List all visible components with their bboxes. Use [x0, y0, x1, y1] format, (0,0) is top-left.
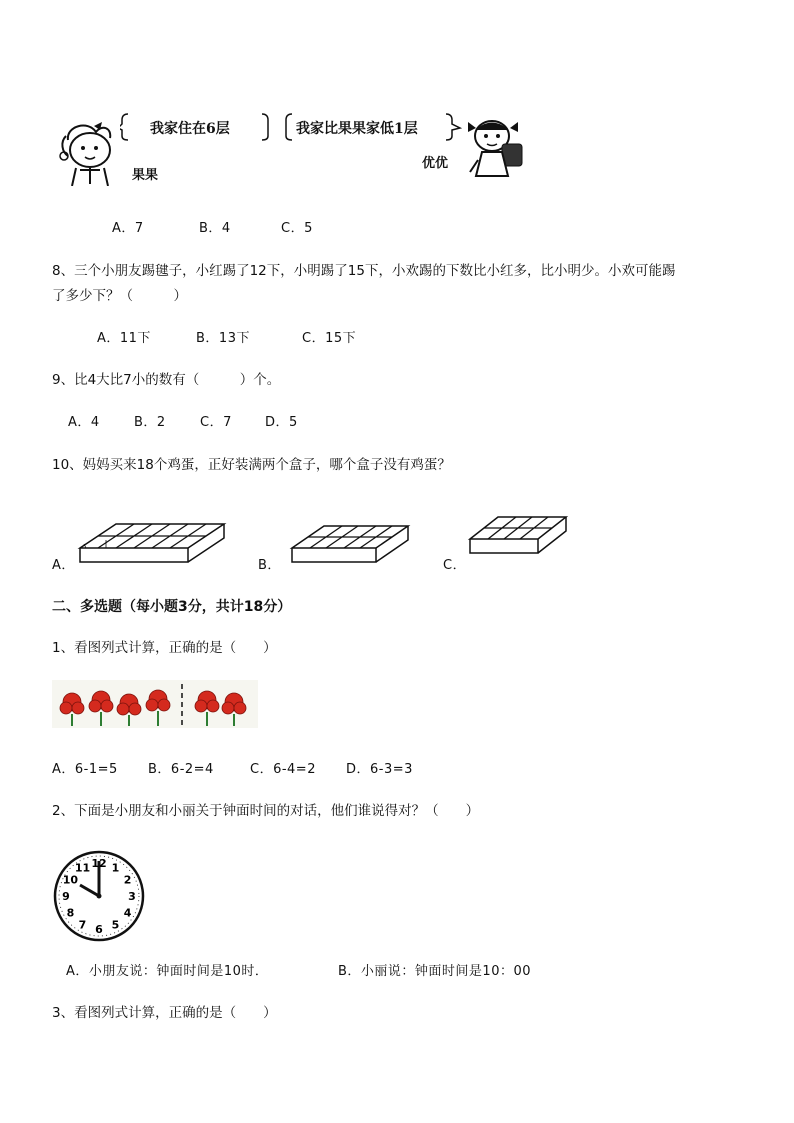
clock-numeral: 2	[123, 873, 132, 887]
q9-option-c[interactable]: C．7	[200, 415, 232, 430]
clock-numeral: 1	[111, 861, 120, 875]
clock-numeral: 9	[62, 890, 70, 903]
q8-text-line2: 了多少下？（ ）	[52, 288, 187, 304]
q8-option-a[interactable]: A．11下	[97, 331, 151, 346]
egg-box-c-icon[interactable]	[466, 513, 570, 559]
clock-numeral: 3	[128, 890, 136, 903]
egg-box-b-icon[interactable]	[288, 522, 412, 566]
clock-numeral: 7	[78, 918, 87, 932]
q7-illustration	[58, 108, 528, 188]
q10-text: 10、妈妈买来18个鸡蛋，正好装满两个盒子，哪个盒子没有鸡蛋？	[52, 457, 451, 473]
section-2-title: 二、多选题（每小题3分，共计18分）	[52, 599, 292, 615]
clock-numeral: 5	[111, 918, 120, 932]
m1-option-d[interactable]: D．6-3=3	[346, 762, 413, 777]
girl-guoguo-icon	[58, 118, 122, 186]
bubble-right-text: 我家比果果家低1层	[296, 121, 418, 137]
egg-box-a-icon[interactable]	[76, 518, 228, 566]
clock-numeral: 10	[62, 873, 79, 887]
clock-numeral: 12	[91, 857, 107, 870]
clock-numeral: 4	[123, 906, 132, 920]
q7-option-a[interactable]: A．7	[112, 221, 144, 236]
m1-option-a[interactable]: A．6-1=5	[52, 762, 118, 777]
clock-numeral: 11	[74, 861, 91, 875]
q9-option-b[interactable]: B．2	[134, 415, 166, 430]
girl-youyou-icon	[462, 114, 528, 178]
q10-option-a[interactable]: A．	[52, 558, 75, 573]
q8-text-line1: 8、三个小朋友踢毽子，小红踢了12下，小明踢了15下，小欢踢的下数比小红多，比小明少。小欢可能踢	[52, 263, 676, 279]
q10-option-c[interactable]: C．	[443, 558, 467, 573]
m2-option-a[interactable]: A．小朋友说：钟面时间是10时．	[66, 964, 269, 979]
bubble-left-text: 我家住在6层	[150, 121, 230, 137]
q7-option-c[interactable]: C．5	[281, 221, 313, 236]
m1-text: 1、看图列式计算，正确的是（ ）	[52, 640, 277, 656]
flowers-image	[52, 680, 258, 728]
q9-option-a[interactable]: A．4	[68, 415, 100, 430]
name-guoguo: 果果	[132, 168, 159, 183]
q10-option-b[interactable]: B．	[258, 558, 281, 573]
q9-option-d[interactable]: D．5	[265, 415, 298, 430]
flower-icon	[52, 680, 258, 728]
q8-option-b[interactable]: B．13下	[196, 331, 250, 346]
clock-icon	[52, 849, 146, 943]
clock-numeral: 6	[95, 923, 103, 936]
m2-text: 2、下面是小朋友和小丽关于钟面时间的对话，他们谁说得对？（ ）	[52, 803, 480, 819]
q8-option-c[interactable]: C．15下	[302, 331, 357, 346]
m2-option-b[interactable]: B．小丽说：钟面时间是10：00	[338, 964, 532, 979]
m1-option-c[interactable]: C．6-4=2	[250, 762, 316, 777]
name-youyou: 优优	[422, 156, 449, 171]
m3-text: 3、看图列式计算，正确的是（ ）	[52, 1005, 277, 1021]
q7-option-b[interactable]: B．4	[199, 221, 231, 236]
clock-numeral: 8	[66, 906, 75, 920]
m1-option-b[interactable]: B．6-2=4	[148, 762, 214, 777]
q9-text: 9、比4大比7小的数有（ ）个。	[52, 372, 281, 388]
